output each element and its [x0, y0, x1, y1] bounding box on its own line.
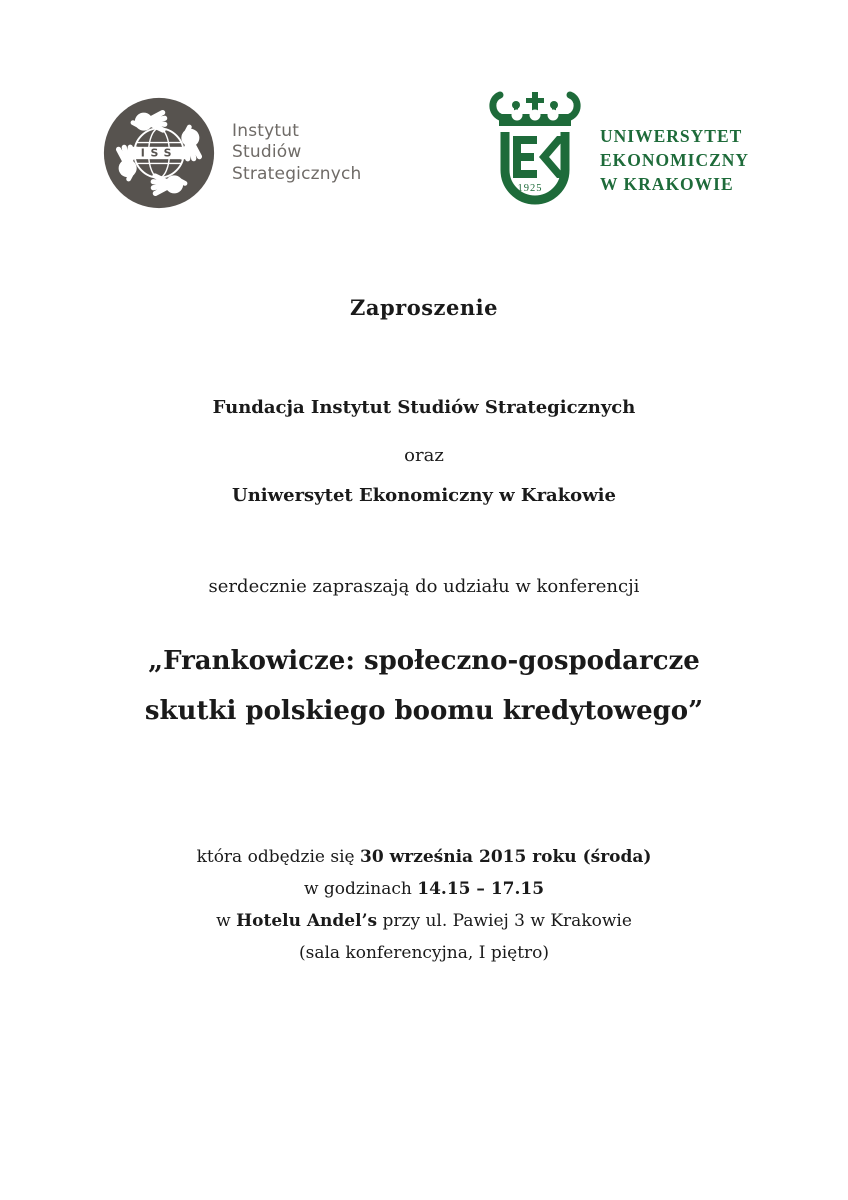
- iss-wordmark-line1: Instytut: [232, 120, 300, 141]
- iss-wordmark: [232, 121, 362, 186]
- venue-line: [0, 905, 848, 937]
- uek-logo: [483, 84, 749, 214]
- date-line: [0, 841, 848, 873]
- iss-abbr: ISS: [140, 146, 178, 160]
- intro-line: serdecznie zapraszają do udziału w konferencji: [208, 576, 640, 597]
- conjunction: oraz: [404, 445, 444, 466]
- uek-wordmark-line2: EKONOMICZNY: [600, 150, 750, 170]
- heading: Zaproszenie: [350, 295, 498, 320]
- uek-wordmark-line3: W KRAKOWIE: [600, 174, 734, 194]
- host-organization-2: Uniwersytet Ekonomiczny w Krakowie: [232, 485, 616, 506]
- iss-hands-globe-icon: [102, 96, 216, 210]
- uek-wordmark: [600, 124, 749, 196]
- venue-name: Hotelu Andel’s: [236, 911, 378, 931]
- room-line: (sala konferencyjna, I piętro): [298, 943, 550, 963]
- time-prefix: w godzinach: [303, 879, 418, 899]
- uek-year: 1925: [517, 183, 543, 194]
- time-value: 14.15 – 17.15: [417, 879, 545, 899]
- uek-crown-shield-icon: [483, 84, 587, 214]
- event-details: [0, 841, 848, 969]
- time-line: [0, 873, 848, 905]
- iss-wordmark-line2: Studiów: [232, 142, 302, 163]
- conference-title-line2: skutki polskiego boomu kredytowego”: [144, 696, 704, 726]
- date-prefix: która odbędzie się: [196, 847, 361, 867]
- conference-title: [0, 636, 848, 736]
- uek-wordmark-line1: UNIWERSYTET: [600, 126, 743, 146]
- iss-logo: [102, 96, 362, 210]
- conference-title-line1: „Frankowicze: społeczno-gospodarcze: [148, 646, 700, 676]
- date-value: 30 września 2015 roku (środa): [360, 847, 652, 867]
- venue-prefix: w: [216, 911, 237, 931]
- host-organization-1: Fundacja Instytut Studiów Strategicznych: [212, 397, 636, 418]
- venue-address: przy ul. Pawiej 3 w Krakowie: [377, 911, 632, 931]
- iss-wordmark-line3: Strategicznych: [232, 163, 362, 184]
